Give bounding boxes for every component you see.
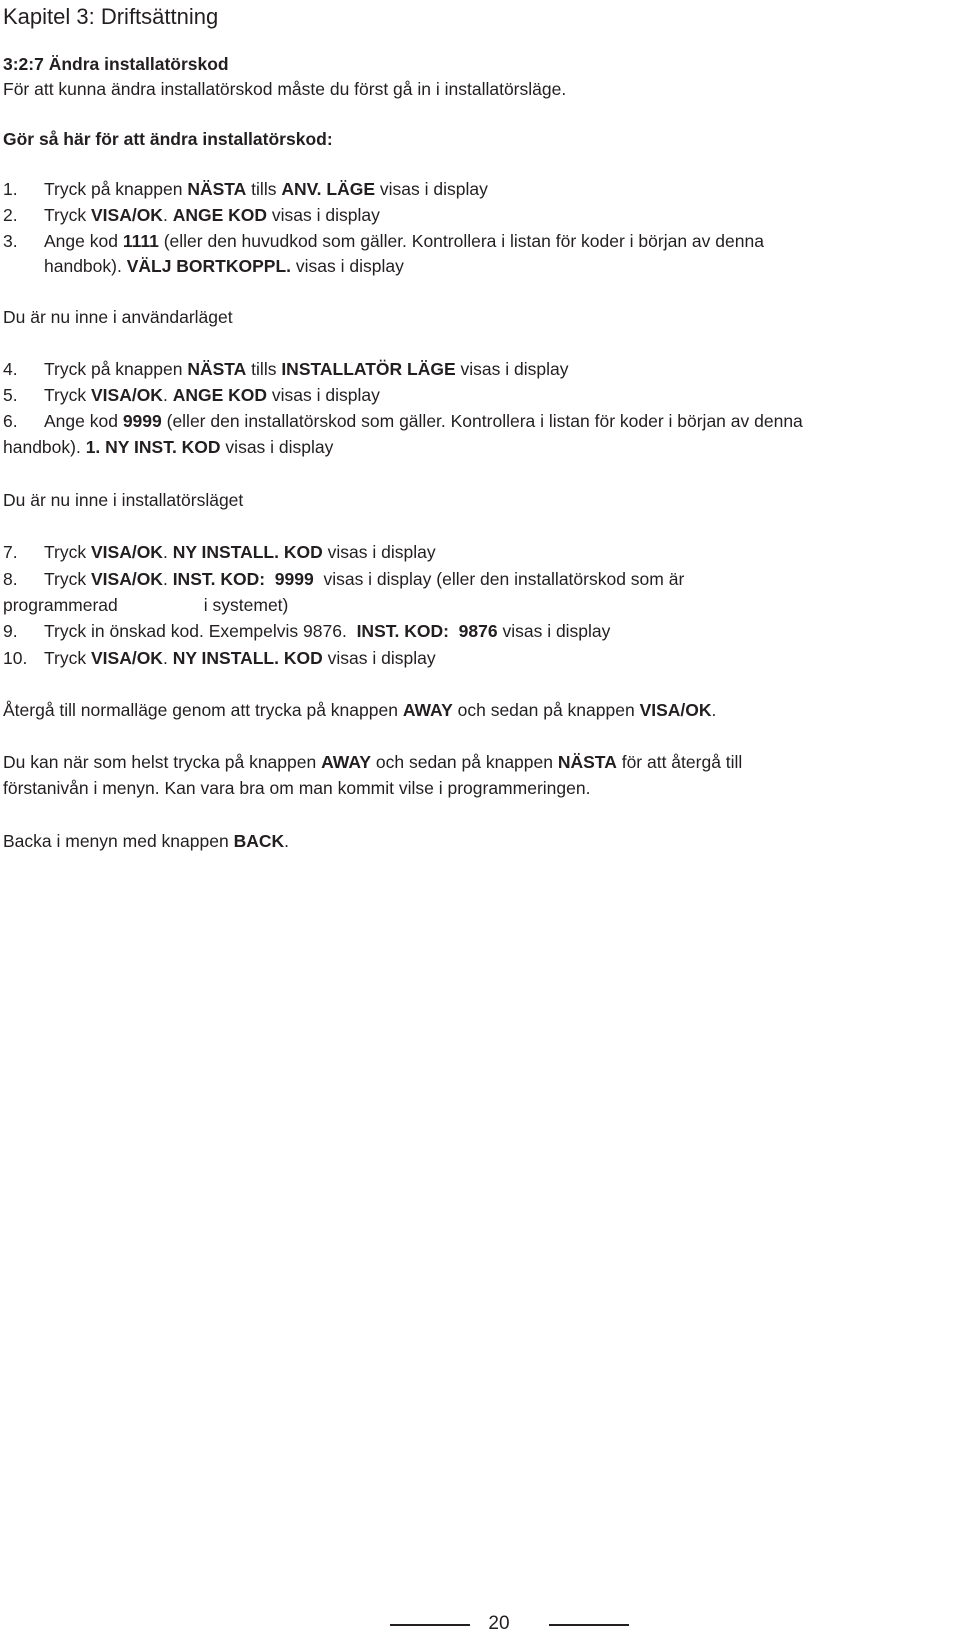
- step-7: 7. Tryck VISA/OK. NY INSTALL. KOD visas i display: [3, 542, 436, 562]
- step-6-continued: handbok). 1. NY INST. KOD visas i display: [3, 437, 334, 457]
- chapter-title: Kapitel 3: Driftsättning: [3, 4, 219, 29]
- step-4: 4. Tryck på knappen NÄSTA tills INSTALLATÖR LÄGE visas i display: [3, 359, 569, 379]
- step-8: 8. Tryck VISA/OK. INST. KOD: 9999 visas i display (eller den installatörskod som är: [3, 569, 685, 589]
- page-number: 20: [488, 1613, 510, 1634]
- footer-rule-right: [549, 1624, 629, 1626]
- step-6: 6. Ange kod 9999 (eller den installatörskod som gäller. Kontrollera i listan för koder i början av denna: [3, 411, 803, 431]
- step-9: 9. Tryck in önskad kod. Exempelvis 9876. INST. KOD: 9876 visas i display: [3, 621, 611, 641]
- step-2: 2. Tryck VISA/OK. ANGE KOD visas i display: [3, 205, 380, 225]
- footer-rule-left: [390, 1624, 470, 1626]
- step-3-continued: handbok). VÄLJ BORTKOPPL. visas i display: [44, 256, 404, 276]
- step-10: 10. Tryck VISA/OK. NY INSTALL. KOD visas i display: [3, 648, 436, 668]
- paragraph-back: Backa i menyn med knappen BACK.: [3, 831, 289, 851]
- section-intro: För att kunna ändra installatörskod måste du först gå in i installatörsläge.: [3, 79, 567, 99]
- step-8-continued: programmerad i systemet): [3, 595, 289, 615]
- step-1: 1. Tryck på knappen NÄSTA tills ANV. LÄGE visas i display: [3, 179, 488, 199]
- installer-mode-note: Du är nu inne i installatörsläget: [3, 490, 244, 510]
- step-3: 3. Ange kod 1111 (eller den huvudkod som gäller. Kontrollera i listan för koder i början av denna: [3, 231, 764, 251]
- paragraph-return-normal: Återgå till normalläge genom att trycka på knappen AWAY och sedan på knappen VISA/OK.: [3, 700, 717, 720]
- procedure-heading: Gör så här för att ändra installatörskod:: [3, 129, 333, 149]
- paragraph-return-anytime: Du kan när som helst trycka på knappen AWAY och sedan på knappen NÄSTA för att återgå till: [3, 752, 743, 772]
- section-heading: 3:2:7 Ändra installatörskod: [3, 54, 229, 74]
- step-5: 5. Tryck VISA/OK. ANGE KOD visas i display: [3, 385, 380, 405]
- paragraph-return-anytime-continued: förstanivån i menyn. Kan vara bra om man kommit vilse i programmeringen.: [3, 778, 591, 798]
- user-mode-note: Du är nu inne i användarläget: [3, 307, 233, 327]
- page-footer: [0, 1605, 960, 1635]
